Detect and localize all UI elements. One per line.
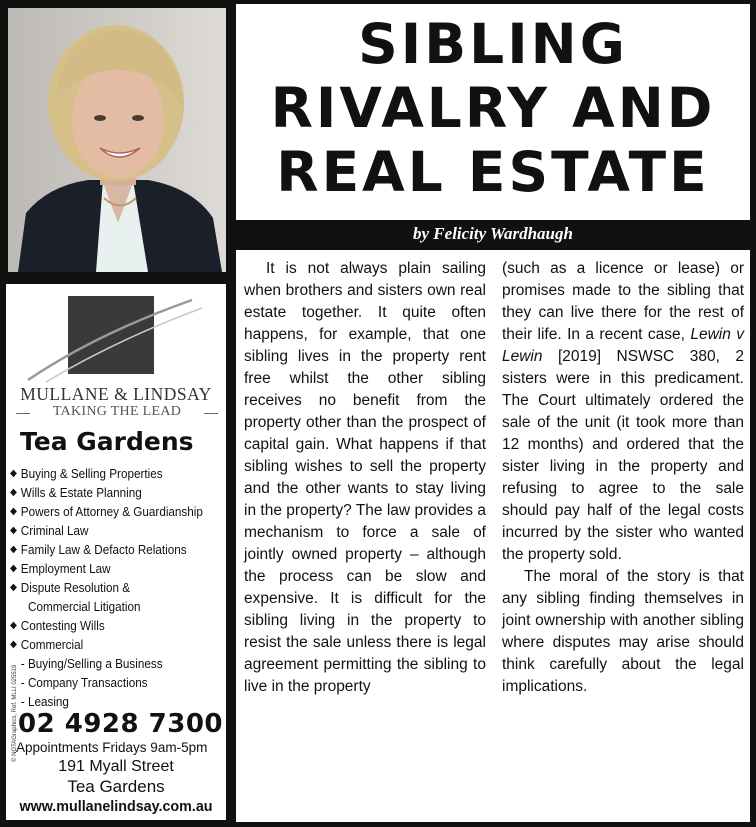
street-address: 191 Myall Street <box>58 758 174 775</box>
tagline-rule-right <box>204 413 218 414</box>
paragraph: The moral of the story is that any sibling finding themselves in joint ownership with another sibling where disputes may arise should think carefully about the legal implications. <box>502 568 744 695</box>
service-item: ◆ Contesting Wills <box>10 618 105 633</box>
service-item: ◆ Commercial <box>10 637 84 652</box>
bullet-icon: ◆ <box>10 468 17 479</box>
bullet-icon: ◆ <box>10 620 17 631</box>
firm-name: MULLANE & LINDSAY <box>20 384 212 404</box>
service-subitem: - Company Transactions <box>20 675 148 690</box>
law-firm-ad <box>4 282 228 822</box>
headline-line-3: REAL ESTATE <box>276 140 710 204</box>
bullet-icon: ◆ <box>10 639 17 650</box>
phone-number[interactable]: 02 4928 7300 <box>18 709 224 739</box>
tagline-row <box>16 404 218 422</box>
service-item: ◆ Powers of Attorney & Guardianship <box>10 504 203 519</box>
headline-line-2: RIVALRY AND <box>270 76 716 140</box>
bullet-icon: ◆ <box>10 544 17 555</box>
paragraph: (such as a licence or lease) or promises made to the sibling that they can live there for the rest of their life. In a recent case, Lewin v Lewin [2019] NSWSC 380, 2 sisters were in this predicament. The Court ultimately ordered the sale of the unit (it took more than 12 months) and ordered that the sister living in the property and refusing to agree to the sale should pay half of the legal costs incurred by the sister who wanted the property sold. <box>502 260 744 563</box>
article-headline <box>236 4 750 204</box>
bullet-icon: ◆ <box>10 506 17 517</box>
website-link[interactable]: www.mullanelindsay.com.au <box>19 799 213 815</box>
service-subitem: - Leasing <box>20 694 69 709</box>
paragraph: It is not always plain sailing when brothers and sisters own real estate together. It quite often happens, for example, that one sibling lives in the property rent free whilst the other sibling receives no benefit from the property other than the prospect of capital gain. What happens if that sibling wishes to sell the property and the other wants to stay living in the property? The law provides a mechanism to force a sale of jointly owned property – although the process can be slow and expensive. It is difficult for the sibling living in the property to resist the sale unless there is legal agreement permitting the sibling to live in the property <box>244 260 486 695</box>
article-column-2 <box>502 258 744 698</box>
article-column-1 <box>244 258 486 698</box>
appointment-hours: Appointments Fridays 9am-5pm <box>16 740 208 755</box>
firm-tagline: TAKING THE LEAD <box>52 404 182 419</box>
office-location: Tea Gardens <box>20 427 194 456</box>
ad-credit: © NOTAGraphics, Ref. MLLI 025519 <box>12 664 18 762</box>
service-item: ◆ Dispute Resolution & <box>10 580 131 595</box>
town-name: Tea Gardens <box>67 777 165 796</box>
service-item: ◆ Buying & Selling Properties <box>10 466 163 481</box>
service-item-continued: Commercial Litigation <box>28 599 141 614</box>
bullet-icon: ◆ <box>10 582 17 593</box>
service-item: ◆ Family Law & Defacto Relations <box>10 542 187 557</box>
headline-box <box>236 4 750 220</box>
bullet-icon: ◆ <box>10 563 17 574</box>
service-item: ◆ Employment Law <box>10 561 111 576</box>
services-list <box>10 464 226 711</box>
service-item: ◆ Criminal Law <box>10 523 89 538</box>
service-item: ◆ Wills & Estate Planning <box>10 485 142 500</box>
headline-line-1: SIBLING <box>358 12 628 76</box>
service-subitem: - Buying/Selling a Business <box>20 656 163 671</box>
bullet-icon: ◆ <box>10 487 17 498</box>
case-name: Lewin v Lewin <box>502 326 744 365</box>
author-photo <box>8 8 226 272</box>
article-byline: by Felicity Wardhaugh <box>413 224 573 243</box>
bullet-icon: ◆ <box>10 525 17 536</box>
article-body <box>236 250 750 822</box>
